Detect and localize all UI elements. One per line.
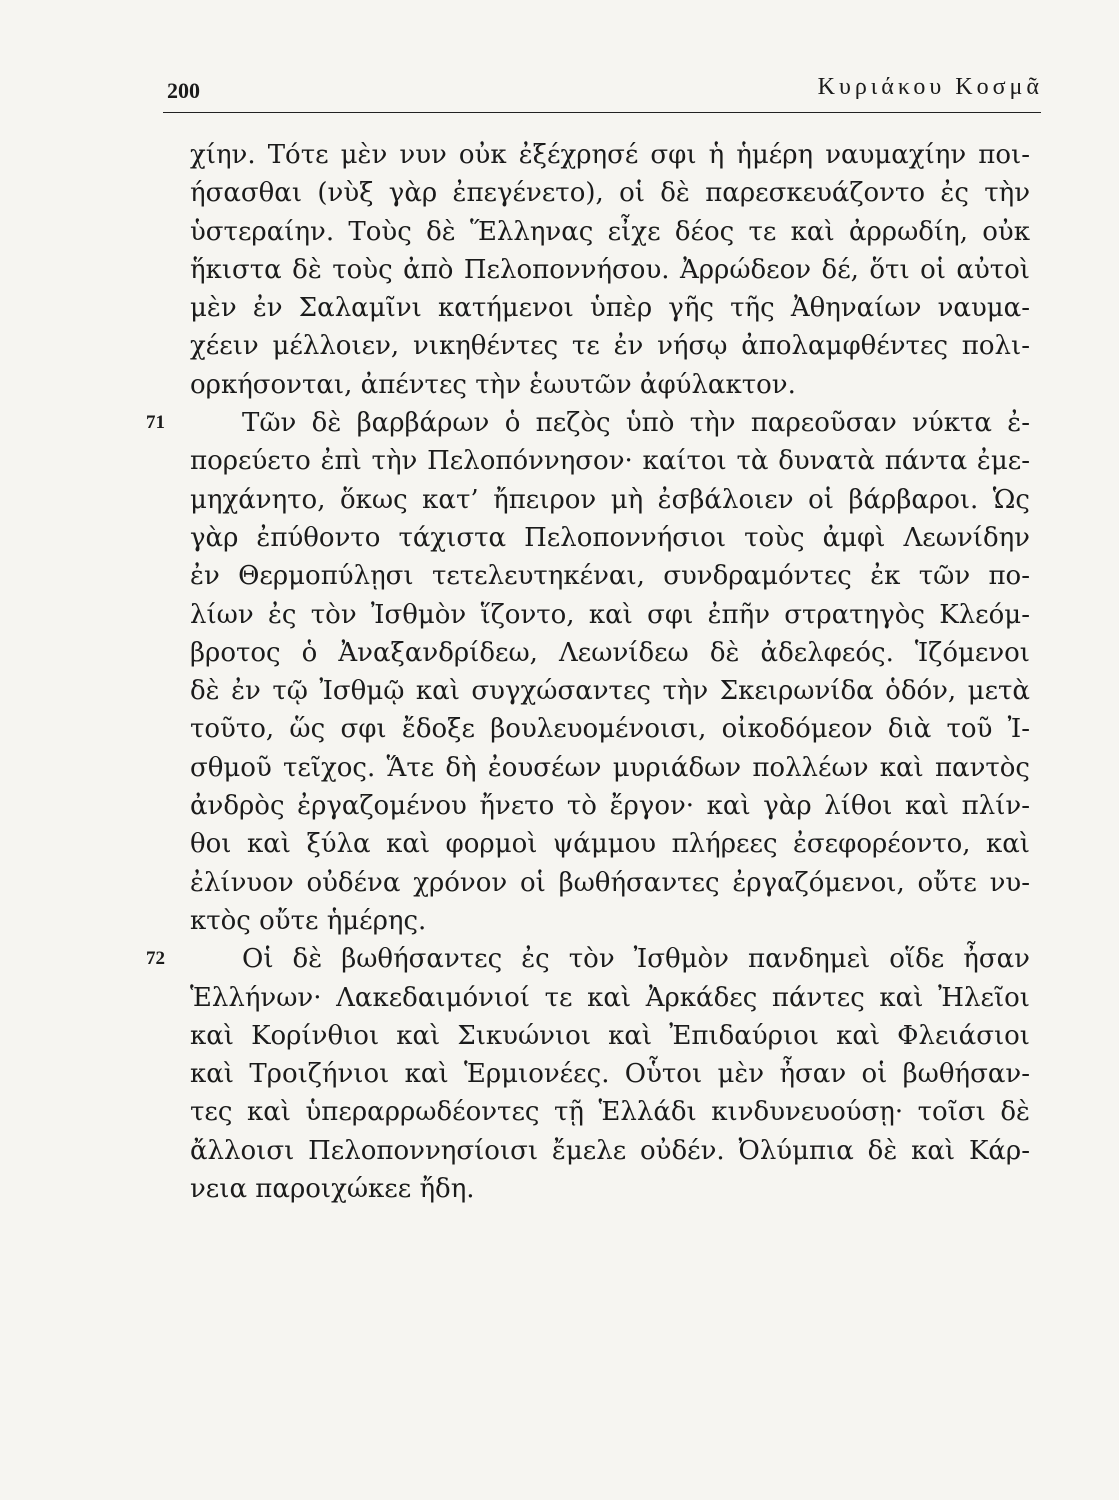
- text-line: ορκήσονται, ἀπέντες τὴν ἑωυτῶν ἀφύλακτον.: [190, 369, 796, 400]
- text-line: ἀνδρὸς ἐργαζομένου ἤνετο τὸ ἔργον· καὶ γὰρ λίθοι καὶ πλίν-: [190, 791, 1030, 822]
- text-line: καὶ Κορίνθιοι καὶ Σικυώνιοι καὶ Ἐπιδαύριοι καὶ Φλειάσιοι: [190, 1020, 1030, 1051]
- text-line: ἥκιστα δὲ τοὺς ἀπὸ Πελοποννήσου. Ἀρρώδεον δέ, ὅτι οἱ αὐτοὶ: [190, 254, 1030, 285]
- text-line: ήσασθαι (νὺξ γὰρ ἐπεγένετο), οἱ δὲ παρεσκευάζοντο ἐς τὴν: [190, 178, 1030, 209]
- text-line: θοι καὶ ξύλα καὶ φορμοὶ ψάμμου πλήρεες ἐσεφορέοντο, καὶ: [190, 829, 1030, 860]
- text-line: σθμοῦ τεῖχος. Ἅτε δὴ ἐουσέων μυριάδων πολλέων καὶ παντὸς: [190, 752, 1030, 783]
- text-line: βροτος ὁ Ἀναξανδρίδεω, Λεωνίδεω δὲ ἀδελφεός. Ἱζόμενοι: [190, 637, 1030, 668]
- text-line: χέειν μέλλοιεν, νικηθέντες τε ἐν νήσῳ ἀπολαμφθέντες πολι-: [190, 331, 1030, 362]
- text-line: μὲν ἐν Σαλαμῖνι κατήμενοι ὑπὲρ γῆς τῆς Ἀθηναίων ναυμα-: [190, 293, 1030, 324]
- chapter-number: 72: [146, 948, 165, 970]
- text-line: Ἑλλήνων· Λακεδαιμόνιοί τε καὶ Ἀρκάδες πάντες καὶ Ἠλεῖοι: [190, 982, 1030, 1013]
- text-line: [146, 940, 1030, 978]
- text-line: νεια παροιχώκεε ἤδη.: [190, 1174, 475, 1205]
- text-line: [146, 404, 1030, 442]
- text-line: κτὸς οὔτε ἡμέρης.: [190, 905, 427, 936]
- text-line: μηχάνητο, ὅκως κατ’ ἤπειρον μὴ ἐσβάλοιεν οἱ βάρβαροι. Ὡς: [190, 484, 1030, 515]
- text-line: ἐλίνυον οὐδένα χρόνον οἱ βωθήσαντες ἐργαζόμενοι, οὔτε νυ-: [190, 867, 1030, 898]
- body-text: [146, 136, 1030, 1208]
- text-line: καὶ Τροιζήνιοι καὶ Ἑρμιονέες. Οὗτοι μὲν ἦσαν οἱ βωθήσαν-: [190, 1059, 1030, 1090]
- text-line: ἐν Θερμοπύλῃσι τετελευτηκέναι, συνδραμόντες ἐκ τῶν πο-: [190, 561, 1030, 592]
- text-line: τοῦτο, ὥς σφι ἔδοξε βουλευομένοισι, οἰκοδόμεον διὰ τοῦ Ἰ-: [190, 714, 1030, 745]
- page-header: [163, 70, 1043, 110]
- text-line: δὲ ἐν τῷ Ἰσθμῷ καὶ συγχώσαντες τὴν Σκειρωνίδα ὁδόν, μετὰ: [190, 676, 1030, 707]
- text-line: τες καὶ ὑπεραρρωδέοντες τῇ Ἑλλάδι κινδυνευούσῃ· τοῖσι δὲ: [190, 1097, 1030, 1128]
- text-line: ἄλλοισι Πελοποννησίοισι ἔμελε οὐδέν. Ὀλύμπια δὲ καὶ Κάρ-: [190, 1135, 1030, 1166]
- line-text: Οἱ δὲ βωθήσαντες ἐς τὸν Ἰσθμὸν πανδημεὶ οἵδε ἦσαν: [242, 944, 1030, 975]
- header-rule: [163, 112, 1041, 113]
- text-line: χίην. Τότε μὲν νυν οὐκ ἐξέχρησέ σφι ἡ ἡμέρη ναυμαχίην ποι-: [190, 140, 1030, 170]
- text-line: λίων ἐς τὸν Ἰσθμὸν ἵζοντο, καὶ σφι ἐπῆν στρατηγὸς Κλεόμ-: [190, 599, 1030, 630]
- text-line: πορεύετο ἐπὶ τὴν Πελοπόννησον· καίτοι τὰ δυνατὰ πάντα ἐμε-: [190, 446, 1030, 477]
- page-number: 200: [167, 78, 200, 103]
- text-line: ὑστεραίην. Τοὺς δὲ Ἕλληνας εἶχε δέος τε καὶ ἀρρωδίη, οὐκ: [190, 216, 1030, 247]
- text-line: γὰρ ἐπύθοντο τάχιστα Πελοποννήσιοι τοὺς ἀμφὶ Λεωνίδην: [190, 522, 1030, 553]
- chapter-number: 71: [146, 412, 165, 434]
- line-text: Τῶν δὲ βαρβάρων ὁ πεζὸς ὑπὸ τὴν παρεοῦσαν νύκτα ἐ-: [242, 408, 1030, 439]
- running-head: Κυριάκου Κοσμᾶ: [817, 74, 1043, 100]
